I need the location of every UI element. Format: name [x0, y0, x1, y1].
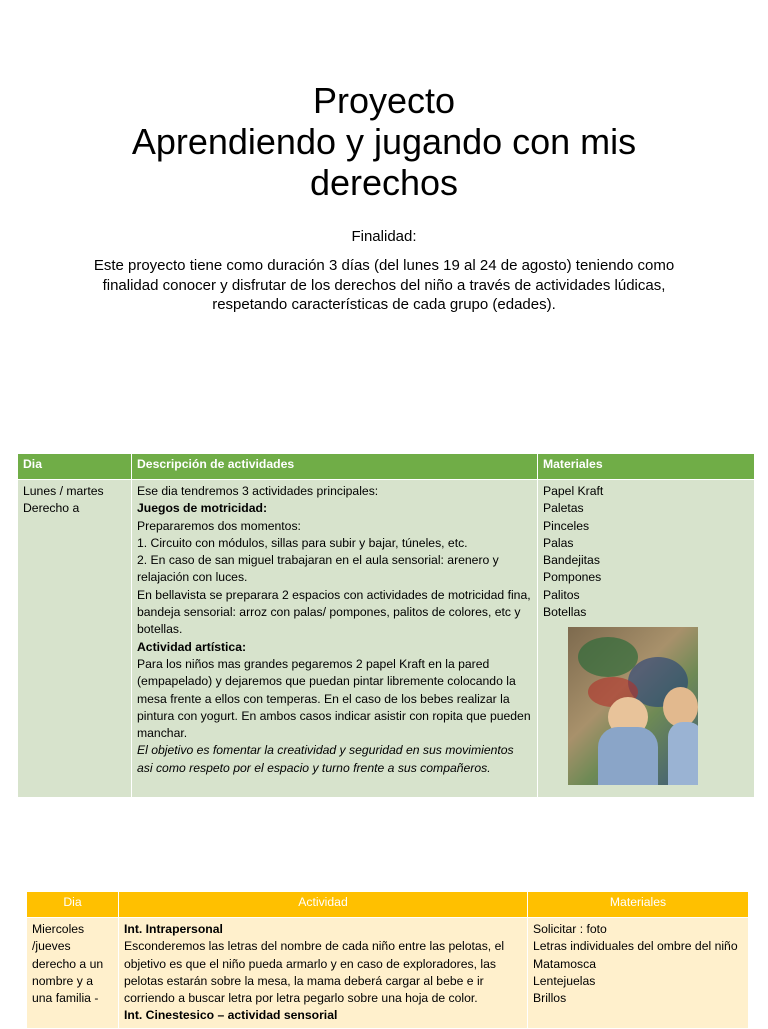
title-line-3: derechos [309, 162, 459, 203]
day-cell [18, 480, 132, 798]
activity-line: Esconderemos las letras del nombre de cada niño entre las pelotas, el objetivo es que el niño pueda armarlo y en caso de exploradores, las pelotas estarán sobre la mesa, la mama deberá cargar al bebe e ir corriendo a buscar letra por letra pegarlo sobre una hoja de color. [124, 939, 505, 1006]
description-heading: Actividad artística: [137, 639, 247, 654]
description-line: Prepararemos dos momentos: [137, 518, 301, 533]
day-line: una familia - [32, 991, 99, 1006]
children-painting-photo [568, 627, 698, 785]
title-line-1: Proyecto [312, 80, 456, 121]
material-item: Papel Kraft [543, 484, 604, 498]
activity-cell [119, 918, 528, 1029]
materials-cell [528, 918, 749, 1029]
finalidad-label: Finalidad: [351, 228, 417, 245]
material-item: Pinceles [543, 518, 590, 533]
header-dia: Dia [27, 892, 119, 918]
material-item: Palitos [543, 587, 580, 602]
material-item: Matamosca [533, 956, 596, 971]
activity-heading: Int. Cinestesico – actividad sensorial [124, 1008, 338, 1023]
activities-table-2 [26, 891, 749, 1029]
description-line: 1. Circuito con módulos, sillas para subir y bajar, túneles, etc. [137, 535, 468, 550]
material-item: Paletas [543, 501, 584, 516]
description-line: En bellavista se preparara 2 espacios con actividades de motricidad fina, bandeja sensorial: arroz con palas/ pompones, palitos de colores, etc y botellas. [137, 587, 531, 637]
material-item: Pompones [543, 570, 602, 585]
material-item: Solicitar : foto [533, 922, 607, 936]
material-item: Lentejuelas [533, 973, 596, 988]
title-line-2: Aprendiendo y jugando con mis [131, 121, 637, 162]
header-materiales: Materiales [528, 892, 749, 918]
activity-heading: Int. Intrapersonal [124, 922, 223, 936]
description-objective: El objetivo es fomentar la creatividad y seguridad en sus movimientos asi como respeto por el espacio y turno frente a sus compañeros. [137, 743, 514, 775]
description-line: Para los niños mas grandes pegaremos 2 papel Kraft en la pared (empapelado) y dejaremos que puedan pintar libremente colocando la mesa frente a ellos con temperas. En el caso de los bebes realizar la pintura con yogurt. En ambos casos indicar asistir con ropita que pueden manchar. [137, 656, 531, 741]
description-line: 2. En caso de san miguel trabajaran en el aula sensorial: arenero y relajación con luces. [137, 553, 499, 585]
day-line: /jueves [32, 939, 71, 954]
header-actividad: Actividad [119, 892, 528, 918]
header-descripcion: Descripción de actividades [132, 454, 538, 480]
day-cell [27, 918, 119, 1029]
activities-table-1 [17, 453, 755, 798]
description-line: Ese dia tendremos 3 actividades principales: [137, 484, 379, 498]
finalidad-text: Este proyecto tiene como duración 3 días (del lunes 19 al 24 de agosto) teniendo como finalidad conocer y disfrutar de los derechos del niño a través de actividades lúdicas, respetando características de cada grupo (edades). [93, 257, 675, 313]
material-item: Brillos [533, 991, 567, 1006]
page-title [0, 80, 768, 203]
materials-cell [538, 480, 755, 798]
description-cell [132, 480, 538, 798]
day-line: derecho a un [32, 956, 104, 971]
header-dia: Dia [18, 454, 132, 480]
day-line: nombre y a [32, 973, 93, 988]
header-materiales: Materiales [538, 454, 755, 480]
material-item: Botellas [543, 605, 587, 620]
description-heading: Juegos de motricidad: [137, 501, 268, 516]
day-line: Miercoles [32, 922, 85, 936]
material-item: Bandejitas [543, 553, 600, 568]
day-line: Lunes / martes [23, 484, 104, 498]
material-item: Palas [543, 535, 574, 550]
material-item: Letras individuales del ombre del niño [533, 939, 738, 954]
day-line: Derecho a [23, 501, 80, 516]
